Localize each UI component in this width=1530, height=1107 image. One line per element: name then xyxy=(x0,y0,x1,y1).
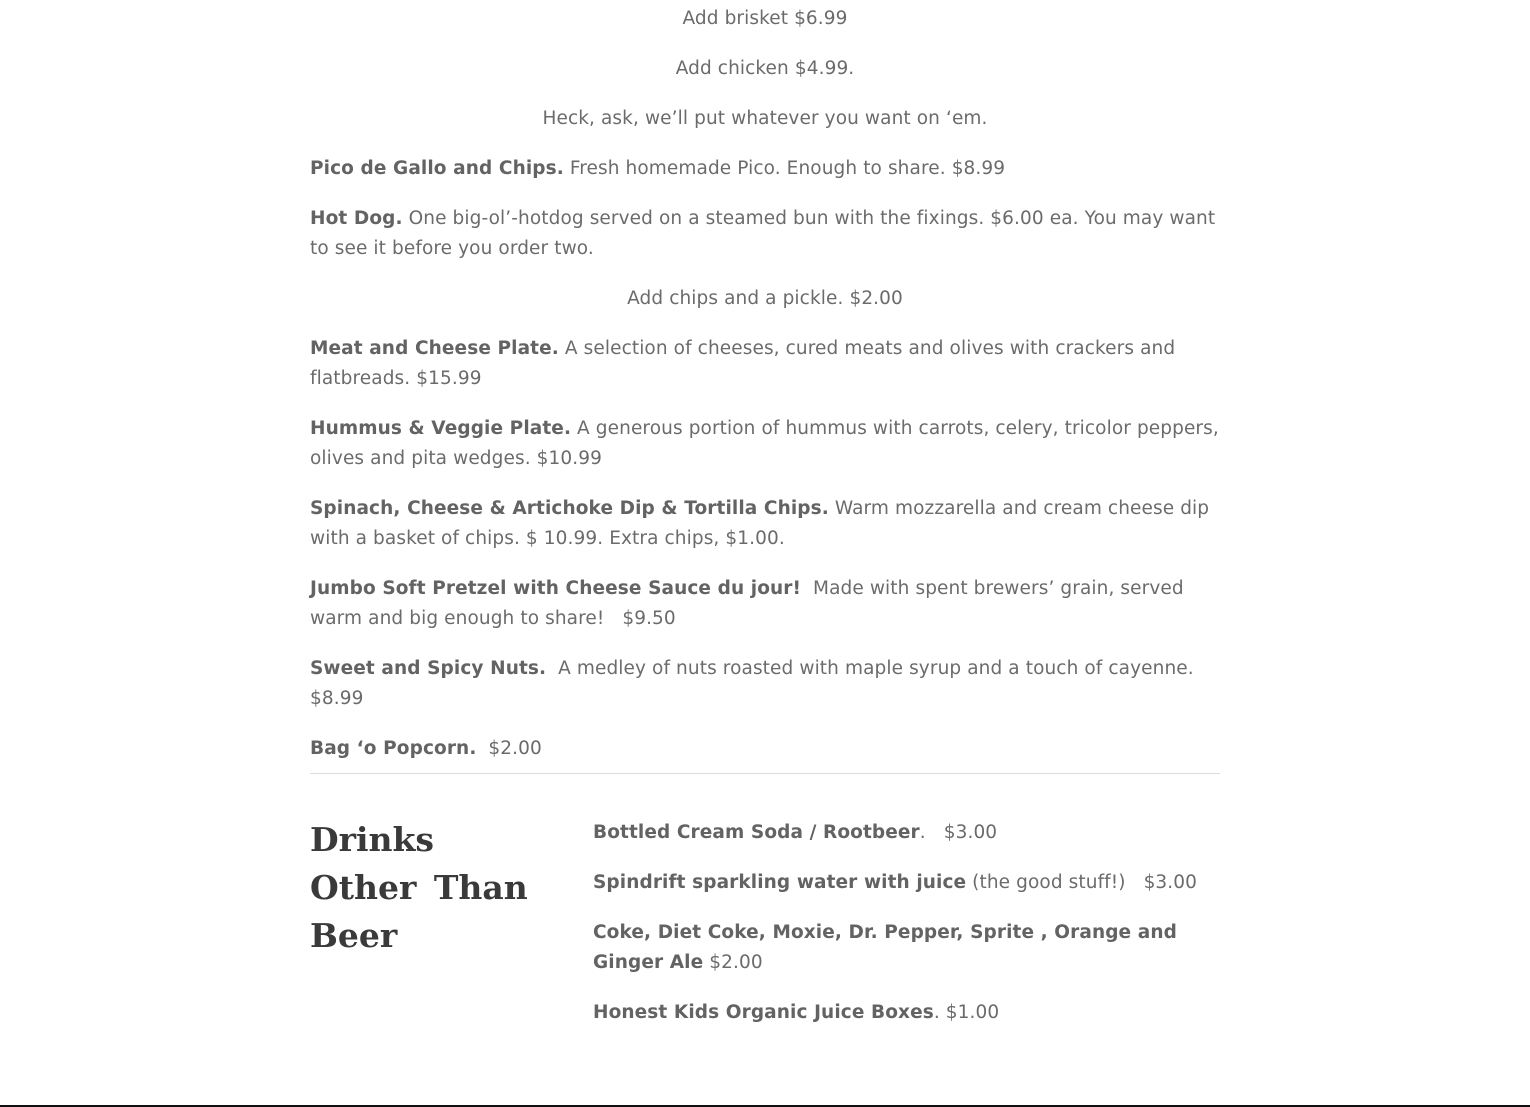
menu-item-nuts xyxy=(310,654,1220,714)
menu-item-pretzel xyxy=(310,574,1220,634)
menu-item-name: Jumbo Soft Pretzel with Cheese Sauce du jour! xyxy=(310,578,802,599)
menu-item-name: Bottled Cream Soda / Rootbeer xyxy=(593,822,920,843)
menu-item-popcorn xyxy=(310,734,1220,764)
menu-item-name: Spinach, Cheese & Artichoke Dip & Tortilla Chips. xyxy=(310,498,829,519)
menu-item-pico xyxy=(310,154,1220,184)
menu-item-description: $2.00 xyxy=(476,738,542,759)
menu-item-hot-dog xyxy=(310,204,1220,264)
menu-item-meat-cheese xyxy=(310,334,1220,394)
menu-item-description: One big-ol’-hotdog served on a steamed bun with the fixings. $6.00 ea. You may want to see it before you order two. xyxy=(310,208,1216,259)
menu-item-description: A medley of nuts roasted with maple syrup and a touch of cayenne. $8.99 xyxy=(310,658,1206,709)
menu-item-name: Spindrift sparkling water with juice xyxy=(593,872,967,893)
section-divider xyxy=(310,773,1220,774)
drinks-menu-section xyxy=(593,818,1220,1048)
menu-item-description: Made with spent brewers’ grain, served warm and big enough to share! $9.50 xyxy=(310,578,1190,629)
menu-item-cream-soda xyxy=(593,818,1220,848)
menu-item-name: Honest Kids Organic Juice Boxes xyxy=(593,1002,934,1023)
menu-item-description: (the good stuff!) $3.00 xyxy=(966,872,1198,893)
menu-item-hummus xyxy=(310,414,1220,474)
menu-item-spinach-dip xyxy=(310,494,1220,554)
menu-item-description: . $3.00 xyxy=(919,822,998,843)
menu-item-name: Meat and Cheese Plate. xyxy=(310,338,559,359)
menu-item-description: Warm mozzarella and cream cheese dip with a basket of chips. $ 10.99. Extra chips, $1.00. xyxy=(310,498,1210,549)
menu-item-sodas xyxy=(593,918,1220,978)
menu-item-name: Sweet and Spicy Nuts. xyxy=(310,658,547,679)
menu-item-juice-boxes xyxy=(593,998,1220,1028)
menu-item-name: Bag ‘o Popcorn. xyxy=(310,738,477,759)
drinks-heading: Drinks Other Than Beer xyxy=(310,820,528,955)
menu-item-name: Coke, Diet Coke, Moxie, Dr. Pepper, Sprite , Orange and Ginger Ale xyxy=(593,922,1177,973)
menu-item-spindrift xyxy=(593,868,1220,898)
add-chicken-note: Add chicken $4.99. xyxy=(675,58,855,79)
menu-item-description: . $1.00 xyxy=(933,1002,1000,1023)
food-menu-section xyxy=(310,4,1220,784)
add-chips-note: Add chips and a pickle. $2.00 xyxy=(627,288,903,309)
custom-request-note: Heck, ask, we’ll put whatever you want on ‘em. xyxy=(542,108,988,129)
menu-item-description: $2.00 xyxy=(703,952,763,973)
menu-item-description: A selection of cheeses, cured meats and olives with crackers and flatbreads. $15.99 xyxy=(310,338,1176,389)
menu-item-description: A generous portion of hummus with carrots, celery, tricolor peppers, olives and pita wedges. $10.99 xyxy=(310,418,1219,469)
add-brisket-note: Add brisket $6.99 xyxy=(682,8,848,29)
menu-item-name: Pico de Gallo and Chips. xyxy=(310,158,564,179)
menu-item-name: Hot Dog. xyxy=(310,208,403,229)
menu-item-description: Fresh homemade Pico. Enough to share. $8.99 xyxy=(563,158,1006,179)
menu-item-name: Hummus & Veggie Plate. xyxy=(310,418,572,439)
